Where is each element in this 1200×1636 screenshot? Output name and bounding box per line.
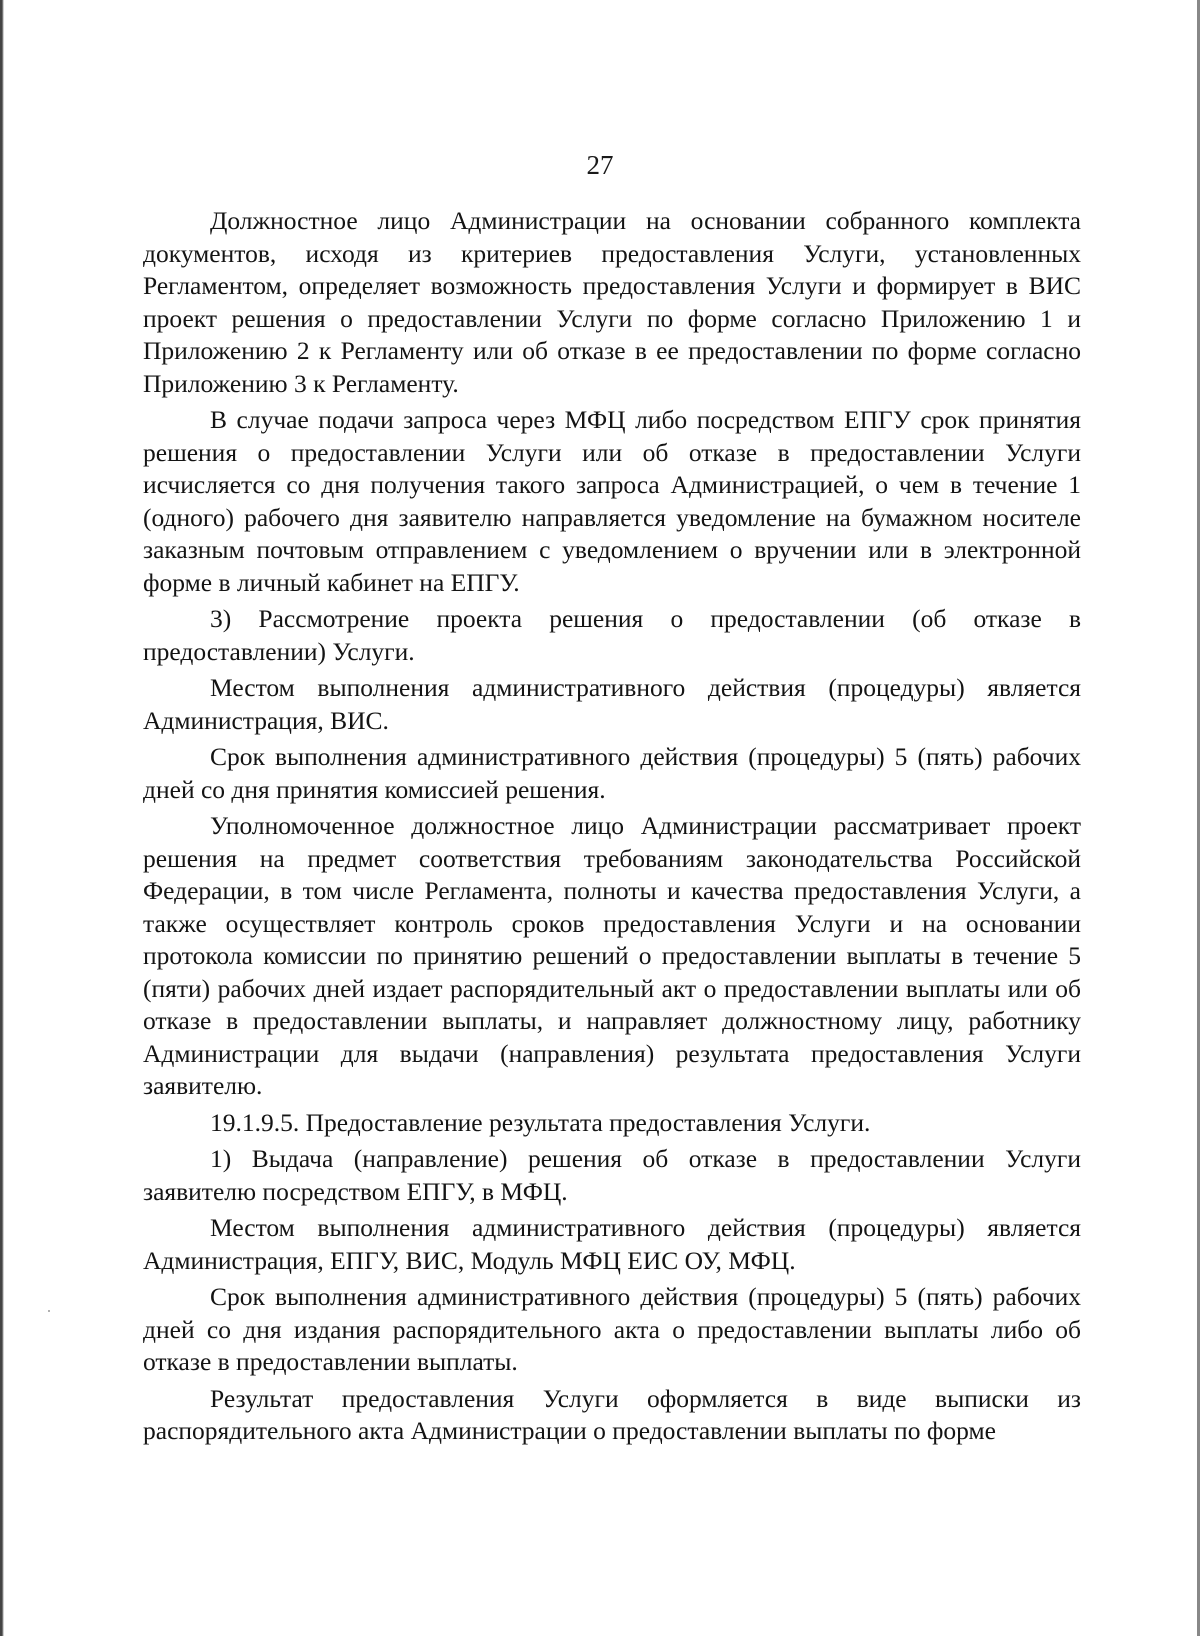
paragraph-decision-term: В случае подачи запроса через МФЦ либо посредством ЕПГУ срок принятия решения о предоставлении Услуги или об отказе в предоставлении Услуги исчисляется со дня получения такого запроса Администрацией, о чем в течение 1 (одного) рабочего дня заявителю направляется уведомление на бумажном носителе заказным почтовым отправлением с уведомлением о вручении или в электронной форме в личный кабинет на ЕПГУ. bbox=[143, 405, 1081, 597]
document-body bbox=[143, 205, 1081, 1452]
paragraph-step-3-review: Уполномоченное должностное лицо Администрации рассматривает проект решения на предмет соответствия требованиям законодательства Российской Федерации, в том числе Регламента, полноты и качества предоставления Услуги, а также осуществляет контроль сроков предоставления Услуги и на основании протокола комиссии по принятию решений о предоставлении выплаты в течение 5 (пяти) рабочих дней издает распорядительный акт о предоставлении выплаты или об отказе в предоставлении выплаты, и направляет должностному лицу, работнику Администрации для выдачи (направления) результата предоставления Услуги заявителю. bbox=[143, 811, 1081, 1100]
paragraph-decision-draft: Должностное лицо Администрации на основании собранного комплекта документов, исходя из критериев предоставления Услуги, установленных Регламентом, определяет возможность предоставления Услуги и формирует в ВИС проект решения о предоставлении Услуги по форме согласно Приложению 1 и Приложению 2 к Регламенту или об отказе в ее предоставлении по форме согласно Приложению 3 к Регламенту. bbox=[143, 206, 1081, 398]
scan-edge-left bbox=[0, 0, 4, 1636]
scan-speck bbox=[48, 1310, 50, 1312]
paragraph-step-3-heading: 3) Рассмотрение проекта решения о предоставлении (об отказе в предоставлении) Услуги. bbox=[143, 604, 1081, 666]
paragraph-result-form: Результат предоставления Услуги оформляется в виде выписки из распорядительного акта Администрации о предоставлении выплаты по форме bbox=[143, 1383, 1081, 1445]
paragraph-step-3-term: Срок выполнения административного действия (процедуры) 5 (пять) рабочих дней со дня принятия комиссией решения. bbox=[143, 742, 1081, 804]
paragraph-step-3-place: Местом выполнения административного действия (процедуры) является Администрация, ВИС. bbox=[143, 673, 1081, 735]
paragraph-step-1-term: Срок выполнения административного действия (процедуры) 5 (пять) рабочих дней со дня издания распорядительного акта о предоставлении выплаты либо об отказе в предоставлении выплаты. bbox=[143, 1282, 1081, 1376]
paragraph-step-1-heading: 1) Выдача (направление) решения об отказе в предоставлении Услуги заявителю посредством ЕПГУ, в МФЦ. bbox=[143, 1144, 1081, 1206]
page-number: 27 bbox=[586, 150, 614, 180]
paragraph-step-1-place: Местом выполнения административного действия (процедуры) является Администрация, ЕПГУ, ВИС, Модуль МФЦ ЕИС ОУ, МФЦ. bbox=[143, 1213, 1081, 1275]
paragraph-section-heading: 19.1.9.5. Предоставление результата предоставления Услуги. bbox=[210, 1107, 871, 1137]
